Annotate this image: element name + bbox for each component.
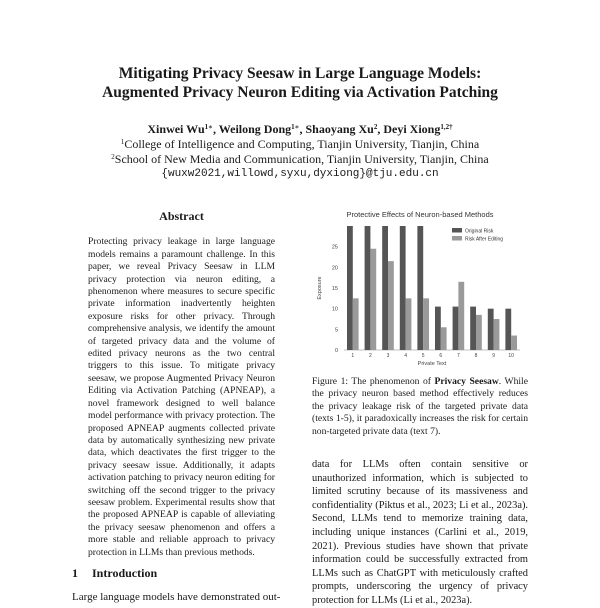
y-tick-label: 20 <box>331 265 338 272</box>
x-tick-label: 8 <box>474 353 478 359</box>
y-tick-label: 5 <box>334 327 338 334</box>
bar-after-editing <box>441 327 447 350</box>
bar-after-editing <box>476 315 482 350</box>
x-axis-label: Private Text <box>417 361 447 367</box>
author-name: Xinwei Wu <box>147 122 205 136</box>
right-column-text: data for LLMs often contain sensitive or unauthorized information, which is subjected to limited scrutiny because of its massiveness and confidentiality (Piktus et al., 2023; Li et al., 2023a). Second, LLMs tend to memorize training data, including unique instances (Carlini et al., 2019, 2021). Previous studies have shown that private information could be successfully extracted from LLMs such as ChatGPT with meticulously crafted prompts, underscoring the urgency of privacy protection for LLMs (Li et al., 2023a). <box>312 459 528 606</box>
bar-original <box>505 309 511 350</box>
title-line-1: Mitigating Privacy Seesaw in Large Language Models: <box>118 65 482 82</box>
abstract-heading: Abstract <box>159 209 204 223</box>
bar-original <box>347 226 353 350</box>
bar-after-editing <box>406 298 412 350</box>
paper-title <box>0 64 600 102</box>
author-affiliation-mark: 2 <box>373 123 378 131</box>
intro-title: Introduction <box>92 566 158 580</box>
caption-rest: . While the privacy neuron based method effectively reduces the privacy leakage risk of the targeted private data (texts 1-5), it paradoxically increases the risk for certain non-targeted private data (text 7). <box>312 376 528 437</box>
bar-after-editing <box>388 261 394 350</box>
y-tick-label: 10 <box>331 306 338 313</box>
intro-heading <box>72 566 157 581</box>
y-tick-label: 25 <box>331 244 338 251</box>
x-tick-label: 4 <box>404 353 407 359</box>
chart-title: Protective Effects of Neuron-based Methods <box>346 210 494 219</box>
abstract-text: Protecting privacy leakage in large language models remains a paramount challenge. In this paper, we reveal Privacy Seesaw in LLM privacy protection via neuron editing, a phenomenon where measures to secure specific private information inadvertently heighten exposure risks for other privacy. Through comprehensive analysis, we identify the amount of targeted privacy data and the volume of edited privacy neurons as the two central triggers to this issue. To mitigate privacy seesaw, we propose Augmented Privacy Neuron Editing via Activation Patching (APNEAP), a novel framework designed to well balance model performance with privacy protection. The proposed APNEAP augments collected private data by automatically synthesizing new private data, which deactivates the first trigger to the privacy seesaw issue. Additionally, it adapts activation patching to privacy neuron editing for switching off the second trigger to the privacy seesaw problem. Experimental results show that the proposed APNEAP is capable of alleviating the privacy seesaw phenomenon and offers a more stable and reliable approach to privacy protection in LLMs than previous methods. <box>88 236 275 558</box>
figure-caption <box>312 376 528 438</box>
bar-after-editing <box>494 319 500 350</box>
bar-after-editing <box>353 298 359 350</box>
x-tick-label: 6 <box>439 353 443 359</box>
bar-chart <box>312 206 528 372</box>
bar-original <box>365 226 371 350</box>
legend-swatch <box>452 236 462 241</box>
caption-prefix: Figure 1: The phenomenon of <box>312 376 435 387</box>
x-tick-label: 5 <box>421 353 425 359</box>
author-affiliation-mark: 1∗ <box>291 123 300 131</box>
bar-after-editing <box>370 249 376 350</box>
x-tick-label: 9 <box>492 353 495 359</box>
caption-term: Privacy Seesaw <box>434 376 499 387</box>
author-separator: , <box>212 122 219 136</box>
bar-after-editing <box>458 282 464 350</box>
bar-after-editing <box>511 336 517 350</box>
bar-original <box>435 307 441 350</box>
intro-number: 1 <box>72 566 78 580</box>
y-tick-label: 0 <box>334 348 338 354</box>
y-axis-label: Exposure <box>317 276 323 300</box>
legend-label: Original Risk <box>465 228 494 235</box>
x-tick-label: 7 <box>457 353 460 359</box>
bar-original <box>417 226 423 350</box>
bar-original <box>453 307 459 350</box>
bar-original <box>470 307 476 350</box>
affiliation-2-mark: 2 <box>111 153 115 161</box>
bar-original <box>400 226 406 350</box>
bar-original <box>488 309 494 350</box>
bar-after-editing <box>423 298 429 350</box>
affiliation-2-text: School of New Media and Communication, Tianjin University, Tianjin, China <box>114 152 489 166</box>
x-tick-label: 3 <box>386 353 390 359</box>
author-separator: , <box>299 122 306 136</box>
author-affiliation-mark: 1,2† <box>440 123 453 131</box>
x-tick-label: 2 <box>369 353 372 359</box>
author-name: Deyi Xiong <box>383 122 441 136</box>
x-tick-label: 1 <box>351 353 355 359</box>
y-tick-label: 15 <box>331 286 338 292</box>
abstract-section <box>88 210 275 559</box>
affiliation-1-text: College of Intelligence and Computing, Tianjin University, Tianjin, China <box>124 137 480 151</box>
author-block <box>0 122 600 182</box>
legend-label: Risk After Editing <box>465 236 504 243</box>
author-list <box>0 122 600 137</box>
author-separator: , <box>377 122 384 136</box>
author-name: Shaoyang Xu <box>305 122 374 136</box>
author-name: Weilong Dong <box>218 122 292 136</box>
author-email: {wuxw2021,willowd,syxu,dyxiong}@tju.edu.cn <box>161 168 439 180</box>
figure-1 <box>312 206 528 372</box>
affiliation-1-mark: 1 <box>120 138 125 146</box>
affiliation-2 <box>0 152 600 167</box>
author-affiliation-mark: 1∗ <box>204 123 213 131</box>
intro-text: Large language models have demonstrated out- <box>72 591 281 603</box>
affiliation-1 <box>0 137 600 152</box>
x-tick-label: 10 <box>508 353 514 359</box>
title-line-2: Augmented Privacy Neuron Editing via Activation Patching <box>102 84 498 101</box>
legend-swatch <box>452 228 462 233</box>
bar-original <box>382 226 388 350</box>
